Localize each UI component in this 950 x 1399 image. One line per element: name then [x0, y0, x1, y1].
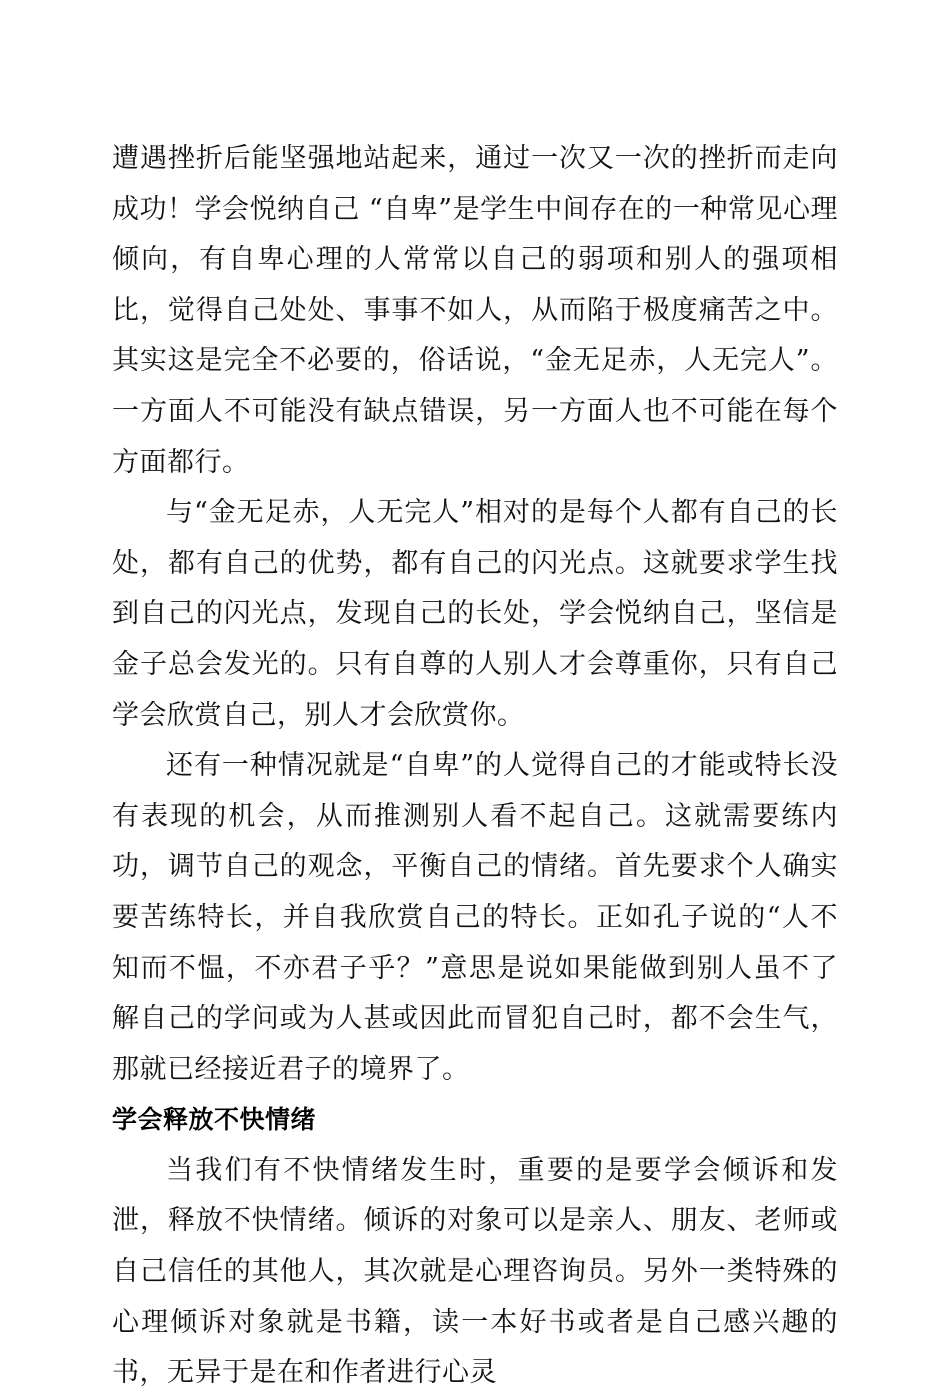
paragraph-inner-skill: 还有一种情况就是“自卑”的人觉得自己的才能或特长没有表现的机会，从而推测别人看不起自己。这就需要练内功，调节自己的观念，平衡自己的情绪。首先要求个人确实要苦练特长，并自我欣赏自己的特长。正如孔子说的“人不知而不愠，不亦君子乎？”意思是说如果能做到别人虽不了解自己的学问或为人甚或因此而冒犯自己时，都不会生气，那就已经接近君子的境界了。	[112, 750, 838, 1085]
paragraph-release-emotions: 当我们有不快情绪发生时，重要的是要学会倾诉和发泄，释放不快情绪。倾诉的对象可以是亲人、朋友、老师或自己信任的其他人，其次就是心理咨询员。另外一类特殊的心理倾诉对象就是书籍，读一本好书或者是自己感兴趣的书，无异于是在和作者进行心灵	[112, 1154, 838, 1389]
paragraph-continuation: 遭遇挫折后能坚强地站起来，通过一次又一次的挫折而走向成功！学会悦纳自己 “自卑”是学生中间存在的一种常见心理倾向，有自卑心理的人常常以自己的弱项和别人的强项相比，觉得自己处处、事事不如人，从而陷于极度痛苦之中。其实这是完全不必要的，俗话说，“金无足赤，人无完人”。一方面人不可能没有缺点错误，另一方面人也不可能在每个方面都行。	[112, 143, 838, 478]
document-body	[112, 134, 838, 1399]
paragraph-self-strengths: 与“金无足赤，人无完人”相对的是每个人都有自己的长处，都有自己的优势，都有自己的闪光点。这就要求学生找到自己的闪光点，发现自己的长处，学会悦纳自己，坚信是金子总会发光的。只有自尊的人别人才会尊重你，只有自己学会欣赏自己，别人才会欣赏你。	[112, 497, 838, 731]
section-heading: 学会释放不快情绪	[112, 1105, 317, 1135]
